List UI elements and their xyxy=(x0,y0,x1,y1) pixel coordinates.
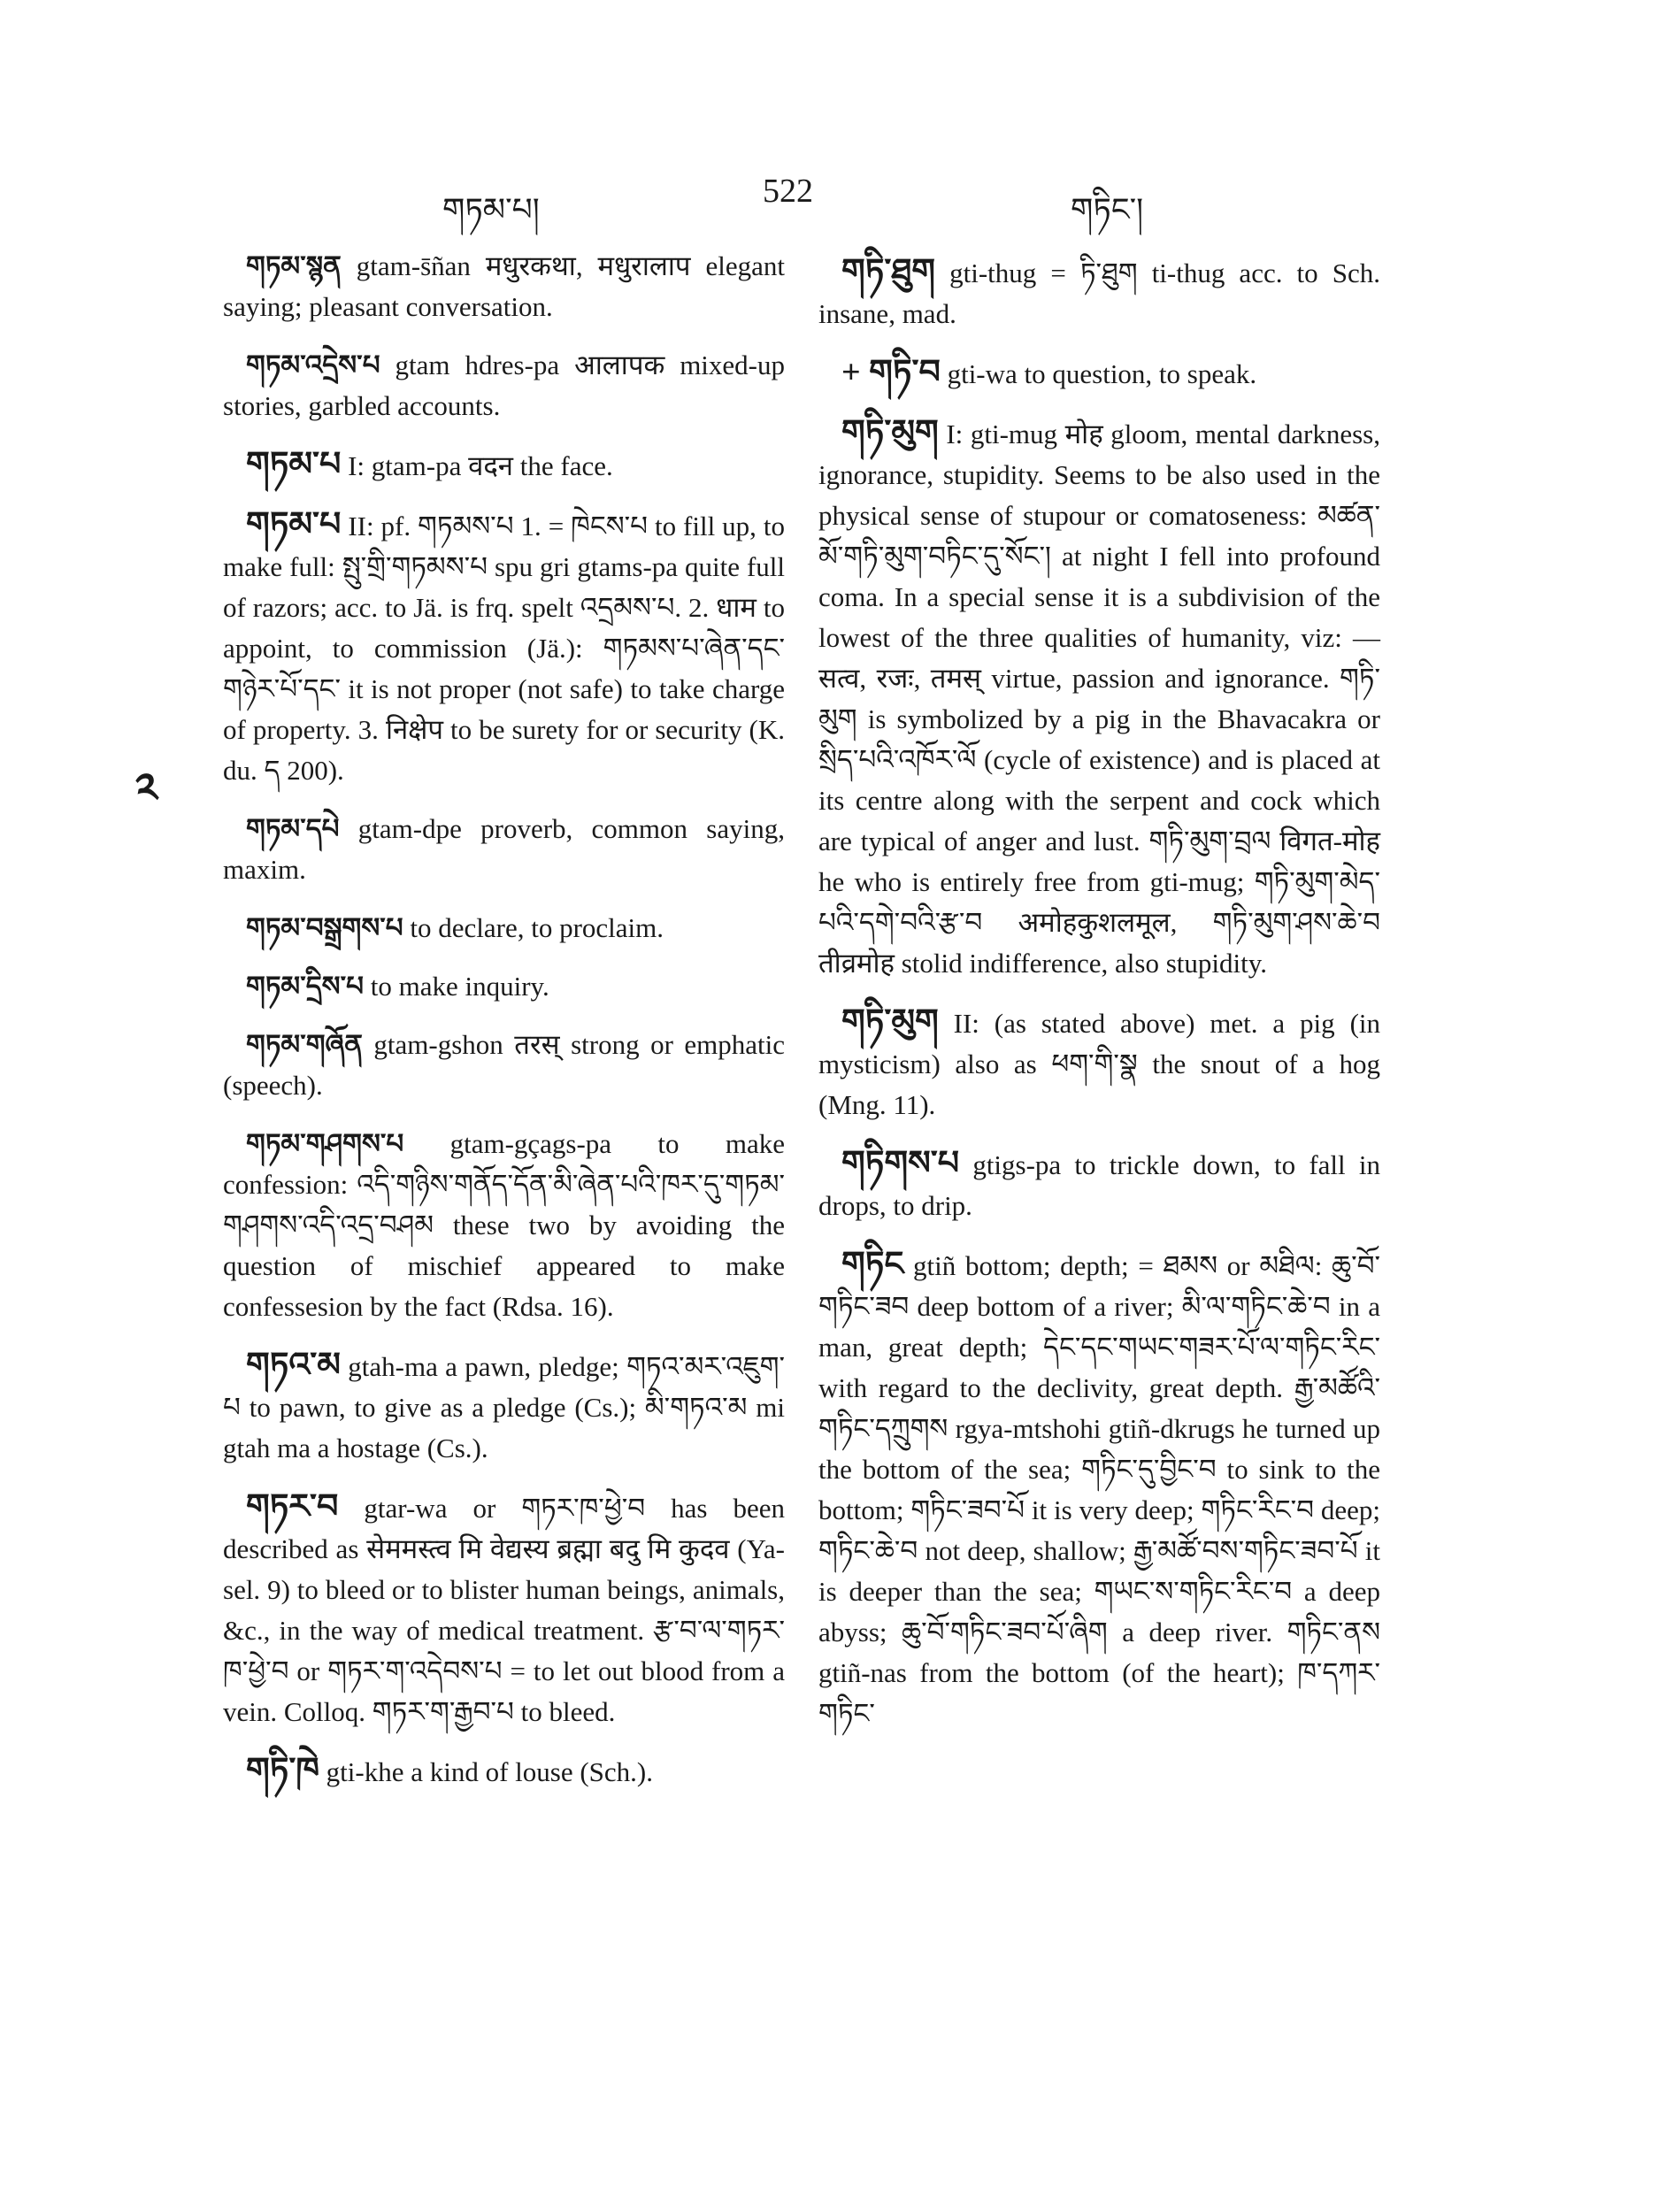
dictionary-entry xyxy=(223,809,785,890)
entry-headword: གཏམ་གཤགས་པ xyxy=(246,1128,404,1159)
entry-definition: gtar-wa or གཏར་ཁ་ཕྱེ་བ has been described as सेममस्त्व मि वेद्यस्य ब्रह्मा बदु मि कुदव (Ya-sel. 9) to bleed or to blister human beings, animals, &c., in the way of medical treatment. རྩ་བ་ལ་གཏར་ཁ་ཕྱེ་བ or གཏར་ག་འདེབས་པ = to let out blood from a vein. Colloq. གཏར་ག་རྒྱབ་པ to bleed. xyxy=(223,1493,785,1727)
entry-definition: II: (as stated above) met. a pig (in mysticism) also as ཕག་གི་སྣ the snout of a hog (Mng. 11). xyxy=(818,1008,1381,1120)
right-running-head: གཏིང་། xyxy=(1071,192,1144,227)
entry-definition: to make inquiry. xyxy=(370,971,549,1002)
dictionary-entry xyxy=(223,1124,785,1327)
entry-definition: gtah-ma a pawn, pledge; གཏའ་མར་འཇུག་པ to pawn, to give as a pledge (Cs.); མི་གཏའ་མ mi gtah ma a hostage (Cs.). xyxy=(223,1351,785,1463)
entry-headword: གཏམ་དྲིས་པ xyxy=(246,971,364,1002)
entry-headword: གཏམ་བསྒྲགས་པ xyxy=(246,912,403,943)
dictionary-entry xyxy=(223,345,785,426)
dictionary-entry xyxy=(223,1025,785,1106)
entry-definition: gtam hdres-pa आलापक mixed-up stories, garbled accounts. xyxy=(223,349,786,421)
entry-definition: gtam-gshon तरस् strong or emphatic (speech). xyxy=(223,1029,785,1101)
dictionary-entry xyxy=(818,352,1380,395)
dictionary-entry xyxy=(223,908,785,949)
entry-headword: གཏི་ཁེ xyxy=(246,1752,319,1789)
dictionary-entry xyxy=(223,504,785,791)
entry-headword: གཏིགས་པ xyxy=(841,1145,960,1182)
entry-definition: II: pf. གཏམས་པ 1. = ཁེངས་པ to fill up, to make full: སྤུ་གྲི་གཏམས་པ spu gri gtams-pa quite full of razors; acc. to Jä. is frq. spelt འདྲམས་པ. 2. धाम to appoint, to commission (Jä.): གཏམས་པ་ཞེན་དང་གཉེར་པོ་དང་ it is not proper (not safe) to take charge of property. 3. निक्षेप to be surety for or security (K. du. ད 200). xyxy=(223,511,785,786)
right-column xyxy=(818,246,1380,1752)
entry-definition: gtiñ bottom; depth; = ཐམས or མཐིལ: ཆུ་བོ་གཏིང་ཟབ deep bottom of a river; མི་ལ་གཏིང་ཆེ་བ in a man, great depth; དེང་དང་གཡང་གཟར་པོ་ལ་གཏིང་རིང་ with regard to the declivity, great depth. རྒྱ་མཚོའི་གཏིང་དཀྲུགས rgya-mtshohi gtiñ-dkrugs he turned up the bottom of the sea; གཏིང་དུ་བྱིང་བ to sink to the bottom; གཏིང་ཟབ་པོ it is very deep; གཏིང་རིང་བ deep; གཏིང་ཆེ་བ not deep, shallow; རྒྱ་མཚོ་བས་གཏིང་ཟབ་པོ it is deeper than the sea; གཡང་ས་གཏིང་རིང་བ a deep abyss; ཆུ་བོ་གཏིང་ཟབ་པོ་ཞིག a deep river. གཏིང་ནས gtiñ-nas from the bottom (of the heart); ཁ་དཀར་གཏིང་ xyxy=(818,1250,1381,1729)
entry-headword: གཏི་ཐུག xyxy=(841,253,936,290)
entry-headword: གཏམ་འདྲེས་པ xyxy=(246,349,380,380)
entry-definition: gtam-dpe proverb, common saying, maxim. xyxy=(223,813,785,885)
entry-headword: གཏམ་པ xyxy=(246,446,342,483)
margin-marker: ༢ xyxy=(135,766,157,813)
entry-definition: gti-khe a kind of louse (Sch.). xyxy=(326,1756,654,1787)
entry-headword: གཏར་བ xyxy=(246,1488,339,1525)
entry-definition: to declare, to proclaim. xyxy=(410,912,664,943)
dictionary-entry xyxy=(223,246,785,327)
dictionary-entry xyxy=(223,966,785,1007)
page-header xyxy=(0,166,1659,227)
dictionary-entry xyxy=(818,1244,1380,1734)
dictionary-entry xyxy=(818,251,1380,334)
entry-headword: གཏམ་གཞོན xyxy=(246,1029,363,1060)
entry-headword: གཏམ་སྙན xyxy=(246,250,342,281)
left-running-head: གཏམ་པ། xyxy=(442,192,540,227)
left-column xyxy=(223,246,785,1810)
entry-headword: གཏམ་པ xyxy=(246,506,342,543)
entry-definition: gti-thug = ཏི་ཐུག ti-thug acc. to Sch. insane, mad. xyxy=(818,257,1380,329)
entry-headword: + གཏི་བ xyxy=(841,354,941,391)
entry-headword: གཏིང xyxy=(841,1246,904,1283)
entry-definition: gtam-s̄ñan मधुरकथा, मधुरालाप elegant saying; pleasant conversation. xyxy=(223,250,786,322)
entry-definition: gtigs-pa to trickle down, to fall in drops, to drip. xyxy=(818,1149,1381,1221)
dictionary-entry xyxy=(223,444,785,487)
entry-headword: གཏམ་དཔེ xyxy=(246,813,340,844)
entry-headword: གཏི་མུག xyxy=(841,414,939,451)
entry-headword: གཏི་མུག xyxy=(841,1003,939,1041)
dictionary-entry xyxy=(818,412,1380,984)
dictionary-entry xyxy=(223,1750,785,1793)
entry-definition: gti-wa to question, to speak. xyxy=(947,358,1257,389)
entry-headword: གཏའ་མ xyxy=(246,1347,341,1384)
dictionary-entry xyxy=(223,1486,785,1732)
entry-definition: I: gtam-pa वदन the face. xyxy=(348,450,613,481)
entry-definition: gtam-gçags-pa to make confession: འདི་གཉིས་གནོད་དོན་མི་ཞེན་པའི་ཁར་དུ་གཏམ་གཤགས་འདི་འདྲ་བཤམ these two by avoiding the question of mischief appeared to make confessesion by the fact (Rdsa. 16). xyxy=(223,1128,785,1322)
page-number: 522 xyxy=(763,173,813,210)
dictionary-entry xyxy=(818,1002,1380,1125)
dictionary-entry xyxy=(223,1345,785,1469)
dictionary-entry xyxy=(818,1143,1380,1226)
entry-definition: I: gti-mug मोह gloom, mental darkness, ignorance, stupidity. Seems to be also used in the physical sense of stupour or comatoseness: མཚན་མོ་གཏི་མུག་བཏིང་དུ་སོང་། at night I fell into profound coma. In a special sense it is a subdivision of the lowest of the three qualities of humanity, viz: — सत्व, रजः, तमस् virtue, passion and ignorance. གཏི་མུག is symbolized by a pig in the Bhavacakra or སྲིད་པའི་འཁོར་ལོ (cycle of existence) and is placed at its centre along with the serpent and cock which are typical of anger and lust. གཏི་མུག་བྲལ विगत-मोह he who is entirely free from gti-mug; གཏི་མུག་མེད་པའི་དགེ་བའི་རྩ་བ अमोहकुशलमूल, གཏི་མུག་ཤས་ཆེ་བ तीव्रमोह stolid indifference, also stupidity. xyxy=(818,419,1380,979)
